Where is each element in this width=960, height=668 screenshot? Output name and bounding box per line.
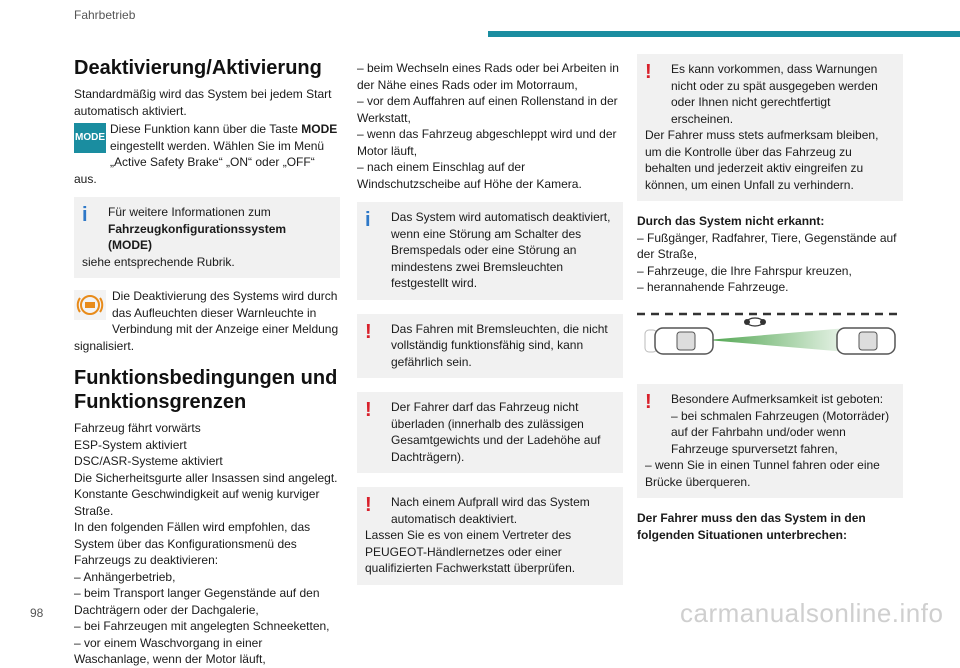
- list-item: – nach einem Einschlag auf der Windschutzscheibe auf Höhe der Kamera.: [357, 160, 582, 191]
- page-number: 98: [30, 606, 44, 620]
- not-detected-title: Durch das System nicht erkannt:: [637, 214, 825, 228]
- info-icon: i: [82, 204, 88, 226]
- column-3: [637, 54, 903, 543]
- conditions-list: [74, 420, 340, 668]
- list-item: – Anhängerbetrieb,: [74, 569, 176, 584]
- brake-warning-light-icon: [74, 290, 106, 320]
- warning-icon: !: [645, 61, 652, 83]
- list-item: – herannahende Fahrzeuge.: [637, 280, 789, 294]
- list-item: – Fahrzeuge, die Ihre Fahrspur kreuzen,: [637, 263, 852, 278]
- warning-icon: !: [365, 399, 372, 421]
- mode-button-icon: MODE: [74, 123, 106, 153]
- list-item: ESP-System aktiviert: [74, 437, 187, 452]
- brake-warning-text: Die Deaktivierung des Systems wird durch das Aufleuchten dieser Warnleuchte in Verbindung mit der Anzeige einer Meldung signalisiert.: [74, 289, 339, 353]
- warning-text: Es kann vorkommen, dass Warnungen nicht oder zu spät ausgegeben werden oder Ihnen nicht gerechtfertigt erscheinen.: [671, 62, 878, 126]
- list-item: DSC/ASR-Systeme aktiviert: [74, 454, 223, 468]
- warning-text: Der Fahrer darf das Fahrzeug nicht überladen (innerhalb des zulässigen Gesamtgewichts und der Ladehöhe auf Dachträgern).: [391, 400, 601, 464]
- info-text-b: siehe entsprechende Rubrik.: [82, 254, 235, 269]
- warning-box-attention: [637, 384, 903, 498]
- info-text: [82, 204, 332, 254]
- list-item: – vor einem Waschvorgang in einer Waschanlage, wenn der Motor läuft,: [74, 635, 266, 666]
- mode-text-a: Diese Funktion kann über die Taste: [110, 122, 302, 136]
- section-title-conditions: Funktionsbedingungen und Funktionsgrenzen: [74, 367, 338, 413]
- list-item: – bei Fahrzeugen mit angelegten Schneeketten,: [74, 619, 330, 633]
- list-item: In den folgenden Fällen wird empfohlen, das System über das Konfigurationsmenü des Fahrzeugs zu deaktivieren:: [74, 520, 311, 567]
- warning-text-continued: Lassen Sie es von einem Vertreter des PEUGEOT-Händlernetzes oder einer qualifizierten Fachwerkstatt überprüfen.: [365, 528, 576, 575]
- list-item: – vor dem Auffahren auf einen Rollenstand in der Werkstatt,: [357, 94, 618, 125]
- mode-paragraph: [74, 121, 340, 187]
- watermark: carmanualsonline.info: [680, 598, 944, 628]
- list-item: – beim Wechseln eines Rads oder bei Arbeiten in der Nähe eines Rads oder im Motorraum,: [357, 61, 619, 92]
- detection-illustration: [637, 306, 899, 366]
- cyclist-icon: [744, 318, 766, 326]
- warning-box-overload: [357, 392, 623, 473]
- mode-text-bold: MODE: [301, 122, 338, 136]
- closing-paragraph: Der Fahrer muss den das System in den folgenden Situationen unterbrechen:: [637, 511, 866, 542]
- own-car-icon: [645, 328, 713, 354]
- warning-icon: !: [365, 494, 372, 516]
- mode-text-b: eingestellt werden. Wählen Sie im Menü „Active Safety Brake“ „ON“ oder „OFF“ aus.: [74, 138, 325, 186]
- intro-paragraph: Standardmäßig wird das System bei jedem Start automatisch aktiviert.: [74, 87, 332, 118]
- warning-text: Besondere Aufmerksamkeit ist geboten:: [671, 392, 884, 406]
- not-detected-list: [637, 230, 903, 296]
- info-box-text: Das System wird automatisch deaktiviert, wenn eine Störung am Schalter des Bremspedals oder eine Störung an mindestens zwei Bremsleuchten festgestellt wird.: [391, 210, 611, 290]
- warning-box-brake-lights: [357, 314, 623, 379]
- situations-list: [357, 60, 623, 192]
- detection-beam: [707, 328, 847, 352]
- section-title-deactivation: Deaktivierung/Aktivierung: [74, 57, 322, 79]
- list-item: Konstante Geschwindigkeit auf wenig kurviger Straße.: [74, 487, 320, 518]
- running-header: Fahrbetrieb: [74, 8, 136, 22]
- warning-text-continued: Der Fahrer muss stets aufmerksam bleiben, um die Kontrolle über das Fahrzeug zu behalten und jederzeit aktiv eingreifen zu können, um einen Unfall zu verhindern.: [645, 128, 879, 192]
- warning-text-item: – bei schmalen Fahrzeugen (Motorräder) auf der Fahrbahn und/oder wenn Fahrzeuge spurversetzt fahren,: [671, 408, 890, 456]
- column-1: [74, 56, 340, 668]
- list-item: Fahrzeug fährt vorwärts: [74, 421, 201, 435]
- warning-box-false-alerts: [637, 54, 903, 201]
- vehicle-ahead-icon: [837, 328, 895, 354]
- list-item: – wenn das Fahrzeug abgeschleppt wird und der Motor läuft,: [357, 127, 617, 158]
- header-accent-bar: [488, 31, 960, 37]
- warning-icon: !: [365, 320, 372, 343]
- warning-box-impact: [357, 487, 623, 585]
- info-text-bold: Fahrzeugkonfigurationssystem (MODE): [108, 221, 287, 252]
- info-icon: i: [365, 209, 371, 231]
- info-box-auto-deactivation: [357, 202, 623, 300]
- list-item: – beim Transport langer Gegenstände auf den Dachträgern oder der Dachgalerie,: [74, 586, 320, 617]
- warning-text: Nach einem Aufprall wird das System automatisch deaktiviert.: [391, 495, 590, 526]
- warning-text: Das Fahren mit Bremsleuchten, die nicht vollständig funktionsfähig sind, kann gefährlich sein.: [391, 321, 608, 369]
- list-item: Die Sicherheitsgurte aller Insassen sind angelegt.: [74, 470, 338, 485]
- brake-warning-paragraph: [74, 288, 340, 354]
- list-item: – Fußgänger, Radfahrer, Tiere, Gegenstände auf der Straße,: [637, 230, 897, 261]
- info-box-mode: [74, 197, 340, 278]
- warning-icon: !: [645, 391, 652, 413]
- column-2: [357, 60, 623, 593]
- info-text-a: Für weitere Informationen zum: [108, 205, 271, 219]
- warning-text-item: – wenn Sie in einen Tunnel fahren oder eine Brücke überqueren.: [645, 458, 880, 489]
